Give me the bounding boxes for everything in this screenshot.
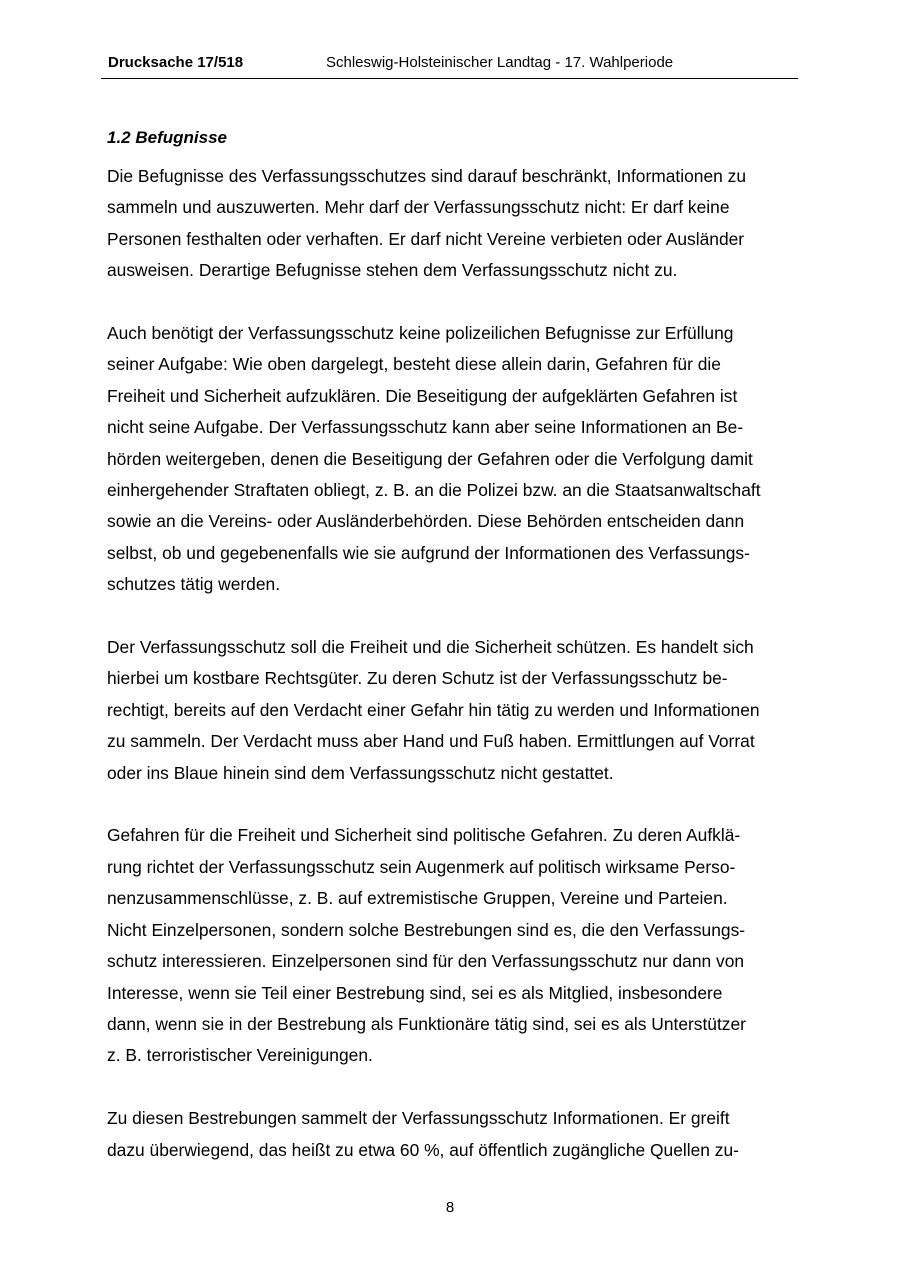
text-line: ausweisen. Derartige Befugnisse stehen dem Verfassungsschutz nicht zu. (107, 260, 678, 281)
text-line: rechtigt, bereits auf den Verdacht einer Gefahr hin tätig zu werden und Informationen (107, 699, 760, 720)
text-line: schutzes tätig werden. (107, 574, 281, 595)
text-line: Der Verfassungsschutz soll die Freiheit und die Sicherheit schützen. Es handelt sich (107, 637, 754, 658)
text-line: schutz interessieren. Einzelpersonen sind für den Verfassungsschutz nur dann von (107, 951, 745, 972)
text-line: sowie an die Vereins- oder Ausländerbehörden. Diese Behörden entscheiden dann (107, 511, 745, 532)
parliament-title: Schleswig-Holsteinischer Landtag - 17. Wahlperiode (326, 54, 674, 71)
page-number: 8 (445, 1199, 455, 1216)
text-line: Freiheit und Sicherheit aufzuklären. Die Beseitigung der aufgeklärten Gefahren ist (107, 385, 738, 406)
paragraph-4 (107, 820, 807, 1071)
paragraph-3 (107, 632, 807, 789)
text-line: Die Befugnisse des Verfassungsschutzes sind darauf beschränkt, Informationen zu (107, 166, 746, 186)
text-line: zu sammeln. Der Verdacht muss aber Hand und Fuß haben. Ermittlungen auf Vorrat (107, 731, 755, 752)
text-line: oder ins Blaue hinein sind dem Verfassungsschutz nicht gestattet. (107, 762, 614, 783)
text-line: dazu überwiegend, das heißt zu etwa 60 %, auf öffentlich zugängliche Quellen zu- (107, 1139, 739, 1160)
text-line: sammeln und auszuwerten. Mehr darf der Verfassungsschutz nicht: Er darf keine (107, 197, 730, 218)
text-line: z. B. terroristischer Vereinigungen. (107, 1045, 373, 1066)
text-line: dann, wenn sie in der Bestrebung als Funktionäre tätig sind, sei es als Unterstützer (107, 1013, 746, 1034)
text-line: Auch benötigt der Verfassungsschutz keine polizeilichen Befugnisse zur Erfüllung (107, 323, 734, 344)
document-number: Drucksache 17/518 (108, 54, 244, 71)
text-line: selbst, ob und gegebenenfalls wie sie aufgrund der Informationen des Verfassungs- (107, 542, 750, 563)
paragraph-1 (107, 161, 807, 287)
text-line: nenzusammenschlüsse, z. B. auf extremistische Gruppen, Vereine und Parteien. (107, 888, 728, 909)
paragraph-5 (107, 1103, 807, 1166)
section-heading: 1.2 Befugnisse (107, 128, 227, 147)
text-line: Gefahren für die Freiheit und Sicherheit sind politische Gefahren. Zu deren Aufklä- (107, 825, 741, 846)
text-line: Zu diesen Bestrebungen sammelt der Verfassungsschutz Informationen. Er greift (107, 1108, 730, 1129)
text-line: Personen festhalten oder verhaften. Er darf nicht Vereine verbieten oder Ausländer (107, 228, 745, 249)
document-body (107, 122, 807, 1197)
text-line: nicht seine Aufgabe. Der Verfassungsschutz kann aber seine Informationen an Be- (107, 417, 744, 438)
text-line: einhergehender Straftaten obliegt, z. B. an die Polizei bzw. an die Staatsanwaltschaft (107, 480, 761, 501)
text-line: Nicht Einzelpersonen, sondern solche Bestrebungen sind es, die den Verfassungs- (107, 919, 746, 940)
text-line: seiner Aufgabe: Wie oben dargelegt, besteht diese allein darin, Gefahren für die (107, 354, 721, 375)
text-line: rung richtet der Verfassungsschutz sein Augenmerk auf politisch wirksame Perso- (107, 856, 736, 877)
text-line: hörden weitergeben, denen die Beseitigung der Gefahren oder die Verfolgung damit (107, 448, 753, 469)
paragraph-2 (107, 318, 807, 601)
text-line: hierbei um kostbare Rechtsgüter. Zu deren Schutz ist der Verfassungsschutz be- (107, 668, 728, 689)
page-header (101, 52, 798, 79)
text-line: Interesse, wenn sie Teil einer Bestrebung sind, sei es als Mitglied, insbesondere (107, 982, 723, 1003)
